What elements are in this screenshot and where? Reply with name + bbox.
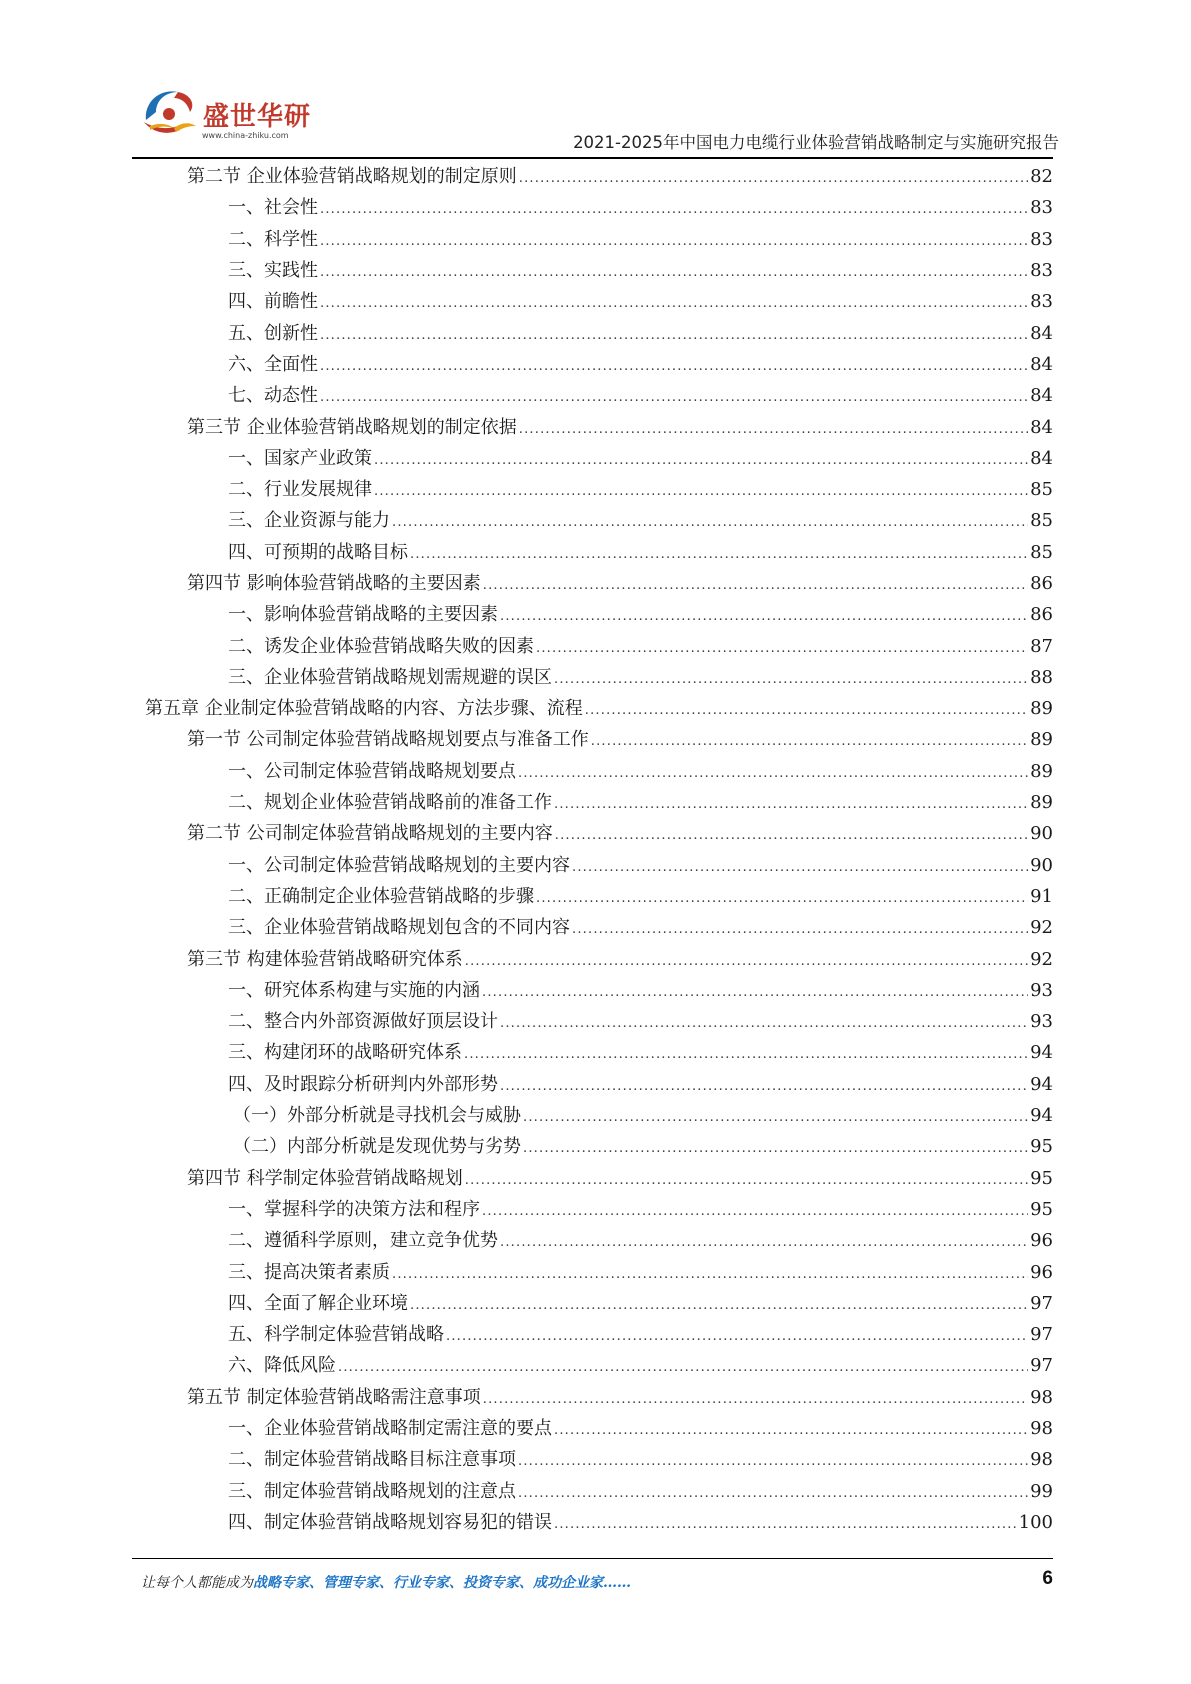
toc-entry[interactable] [0,1475,1191,1506]
toc-entry-page: 94 [1030,1042,1053,1064]
toc-entry-page: 86 [1030,604,1053,626]
toc-entry-page: 90 [1030,854,1053,876]
logo-wordmark: 盛世华研 [203,102,312,132]
toc-entry-page: 89 [1030,729,1053,751]
toc-leader-dots [483,568,1028,599]
toc-entry[interactable] [0,724,1191,755]
toc-entry-label: 第四节 科学制定体验营销战略规划 [187,1167,463,1189]
table-of-contents [0,161,1191,1538]
toc-entry-page: 84 [1030,416,1053,438]
toc-entry-page: 84 [1030,322,1053,344]
toc-entry-page: 83 [1030,260,1053,282]
toc-leader-dots [446,1319,1028,1350]
toc-leader-dots [585,693,1028,724]
toc-entry-label: 三、企业体验营销战略规划需规避的误区 [228,666,552,688]
toc-entry-label: 一、社会性 [228,197,318,219]
toc-entry[interactable] [0,443,1191,474]
toc-leader-dots [320,224,1028,255]
page-number: 6 [1042,1568,1053,1589]
report-title: 2021-2025年中国电力电缆行业体验营销战略制定与实施研究报告 [573,133,1059,152]
toc-entry-page: 96 [1030,1230,1053,1252]
toc-leader-dots [500,1006,1028,1037]
toc-entry-page: 97 [1030,1324,1053,1346]
toc-entry[interactable] [0,1507,1191,1538]
toc-entry-label: 三、构建闭环的战略研究体系 [228,1042,462,1064]
toc-entry[interactable] [0,693,1191,724]
toc-entry-page: 89 [1030,792,1053,814]
toc-entry-page: 94 [1030,1073,1053,1095]
toc-leader-dots [410,537,1028,568]
toc-entry-page: 84 [1030,385,1053,407]
toc-entry-page: 94 [1030,1105,1053,1127]
toc-entry[interactable] [0,1382,1191,1413]
toc-entry[interactable] [0,286,1191,317]
toc-entry-label: 三、企业资源与能力 [228,510,390,532]
toc-entry-label: 六、降低风险 [228,1355,336,1377]
toc-entry[interactable] [0,1319,1191,1350]
footer-divider [132,1558,1053,1559]
toc-entry-label: 一、掌握科学的决策方法和程序 [228,1198,480,1220]
toc-entry-label: 四、前瞻性 [228,291,318,313]
footer-slogan [141,1572,631,1592]
toc-entry-label: 三、制定体验营销战略规划的注意点 [228,1480,516,1502]
toc-entry[interactable] [0,975,1191,1006]
toc-entry[interactable] [0,349,1191,380]
toc-entry-label: 五、科学制定体验营销战略 [228,1324,444,1346]
toc-entry[interactable] [0,255,1191,286]
toc-leader-dots [536,881,1028,912]
company-logo [138,82,312,148]
toc-leader-dots [500,1225,1028,1256]
toc-entry-page: 95 [1030,1136,1053,1158]
toc-entry-page: 98 [1030,1386,1053,1408]
toc-leader-dots [518,1444,1028,1475]
toc-entry[interactable] [0,1194,1191,1225]
toc-entry-page: 87 [1030,635,1053,657]
toc-entry-page: 93 [1030,1011,1053,1033]
toc-entry-page: 97 [1030,1355,1053,1377]
toc-entry[interactable] [0,474,1191,505]
toc-leader-dots [374,474,1028,505]
toc-entry[interactable] [0,537,1191,568]
toc-leader-dots [518,1476,1028,1507]
toc-entry-label: 第二节 企业体验营销战略规划的制定原则 [187,166,517,188]
toc-entry-page: 88 [1030,666,1053,688]
toc-entry-page: 86 [1030,573,1053,594]
toc-entry-label: 第五节 制定体验营销战略需注意事项 [187,1386,481,1408]
toc-entry-page: 85 [1030,479,1053,501]
toc-entry[interactable] [0,850,1191,881]
logo-emblem-icon [138,82,200,144]
toc-entry[interactable] [0,224,1191,255]
toc-entry-page: 92 [1030,917,1053,939]
toc-leader-dots [500,1069,1028,1100]
toc-entry[interactable] [0,756,1191,787]
toc-leader-dots [519,161,1028,192]
toc-entry-label: 二、科学性 [228,228,318,250]
toc-leader-dots [572,912,1028,943]
toc-entry-label: 第二节 公司制定体验营销战略规划的主要内容 [187,823,553,845]
toc-leader-dots [320,349,1028,380]
toc-leader-dots [482,975,1028,1006]
toc-entry[interactable] [0,1413,1191,1444]
toc-entry-label: 三、实践性 [228,260,318,282]
toc-entry-page: 100 [1018,1511,1053,1533]
toc-entry-label: （二）内部分析就是发现优势与劣势 [233,1136,521,1158]
toc-entry[interactable] [0,818,1191,849]
header-divider [132,157,1053,159]
toc-leader-dots [374,443,1028,474]
page-header [0,0,1191,160]
toc-entry[interactable] [0,599,1191,630]
toc-entry-label: 五、创新性 [228,322,318,344]
toc-leader-dots [392,1257,1028,1288]
toc-entry[interactable] [0,881,1191,912]
toc-entry[interactable] [0,1006,1191,1037]
toc-entry-label: 第四节 影响体验营销战略的主要因素 [187,573,481,594]
toc-entry-page: 96 [1030,1261,1053,1283]
toc-leader-dots [519,412,1028,443]
toc-entry[interactable] [0,411,1191,442]
toc-leader-dots [572,850,1028,881]
toc-entry[interactable] [0,1163,1191,1194]
toc-leader-dots [523,1131,1028,1162]
toc-leader-dots [338,1350,1028,1381]
toc-entry-label: 三、提高决策者素质 [228,1261,390,1283]
toc-entry-label: 四、及时跟踪分析研判内外部形势 [228,1073,498,1095]
toc-entry-page: 84 [1030,447,1053,469]
toc-leader-dots [410,1288,1028,1319]
toc-entry-page: 89 [1030,760,1053,782]
toc-entry[interactable] [0,662,1191,693]
toc-entry[interactable] [0,1350,1191,1381]
toc-leader-dots [518,756,1028,787]
logo-url: www.china-zhiku.com [202,131,289,140]
toc-entry-label: 六、全面性 [228,353,318,375]
toc-leader-dots [554,787,1028,818]
toc-entry-label: 三、企业体验营销战略规划包含的不同内容 [228,917,570,939]
toc-entry-page: 83 [1030,197,1053,219]
toc-leader-dots [482,1194,1028,1225]
toc-leader-dots [554,662,1028,693]
toc-entry[interactable] [0,568,1191,599]
toc-entry-label: 一、企业体验营销战略制定需注意的要点 [228,1418,552,1440]
toc-entry-label: 二、正确制定企业体验营销战略的步骤 [228,885,534,907]
toc-entry[interactable] [0,1037,1191,1068]
toc-entry[interactable] [0,1288,1191,1319]
toc-entry-label: 一、公司制定体验营销战略规划的主要内容 [228,854,570,876]
toc-entry-page: 90 [1030,823,1053,845]
toc-entry-page: 95 [1030,1198,1053,1220]
toc-entry-page: 92 [1030,948,1053,970]
toc-entry-label: （一）外部分析就是寻找机会与威胁 [233,1105,521,1127]
toc-entry[interactable] [0,192,1191,223]
toc-leader-dots [465,944,1028,975]
toc-leader-dots [555,818,1028,849]
toc-entry-page: 98 [1030,1418,1053,1440]
toc-entry-page: 85 [1030,510,1053,532]
toc-entry-label: 一、国家产业政策 [228,447,372,469]
toc-entry-page: 89 [1030,698,1053,720]
toc-entry-page: 85 [1030,541,1053,563]
toc-entry-label: 一、研究体系构建与实施的内涵 [228,979,480,1001]
toc-entry-page: 99 [1030,1480,1053,1502]
toc-entry[interactable] [0,1100,1191,1131]
toc-entry-label: 第三节 企业体验营销战略规划的制定依据 [187,416,517,438]
toc-entry-label: 一、影响体验营销战略的主要因素 [228,604,498,626]
toc-entry-label: 二、制定体验营销战略目标注意事项 [228,1449,516,1471]
toc-entry[interactable] [0,943,1191,974]
toc-entry[interactable] [0,1131,1191,1162]
toc-entry-label: 第五章 企业制定体验营销战略的内容、方法步骤、流程 [145,698,583,720]
toc-entry-label: 二、诱发企业体验营销战略失败的因素 [228,635,534,657]
toc-entry-label: 二、遵循科学原则，建立竞争优势 [228,1230,498,1252]
toc-entry[interactable] [0,505,1191,536]
toc-leader-dots [320,286,1028,317]
toc-entry-page: 91 [1030,885,1053,907]
toc-leader-dots [320,192,1028,223]
toc-entry-page: 97 [1030,1292,1053,1314]
toc-entry-page: 95 [1030,1167,1053,1189]
toc-leader-dots [483,1382,1028,1413]
toc-entry-label: 四、可预期的战略目标 [228,541,408,563]
toc-leader-dots [500,599,1028,630]
toc-entry[interactable] [0,787,1191,818]
toc-entry-page: 83 [1030,228,1053,250]
toc-entry-page: 83 [1030,291,1053,313]
toc-entry-label: 四、全面了解企业环境 [228,1292,408,1314]
toc-entry[interactable] [0,630,1191,661]
toc-entry-page: 98 [1030,1449,1053,1471]
toc-entry-label: 七、动态性 [228,385,318,407]
toc-entry[interactable] [0,1256,1191,1287]
toc-leader-dots [536,631,1028,662]
toc-entry-label: 二、整合内外部资源做好顶层设计 [228,1011,498,1033]
footer-slogan-prefix: 让每个人都能成为 [141,1575,253,1591]
toc-leader-dots [554,1507,1017,1538]
toc-leader-dots [554,1413,1028,1444]
toc-entry-label: 一、公司制定体验营销战略规划要点 [228,760,516,782]
toc-leader-dots [320,380,1028,411]
toc-entry-label: 四、制定体验营销战略规划容易犯的错误 [228,1511,552,1533]
toc-entry-label: 第一节 公司制定体验营销战略规划要点与准备工作 [187,729,589,751]
toc-entry-page: 93 [1030,979,1053,1001]
toc-entry-label: 第三节 构建体验营销战略研究体系 [187,948,463,970]
toc-entry[interactable] [0,912,1191,943]
toc-entry[interactable] [0,380,1191,411]
toc-leader-dots [392,505,1028,536]
toc-entry-page: 82 [1030,166,1053,188]
toc-entry[interactable] [0,1225,1191,1256]
toc-entry-page: 84 [1030,353,1053,375]
footer-slogan-highlight: 战略专家、管理专家、行业专家、投资专家、成功企业家…… [253,1575,631,1591]
toc-entry-label: 二、规划企业体验营销战略前的准备工作 [228,792,552,814]
toc-leader-dots [523,1100,1028,1131]
toc-entry[interactable] [0,161,1191,192]
toc-leader-dots [465,1163,1028,1194]
toc-entry[interactable] [0,1444,1191,1475]
toc-entry[interactable] [0,317,1191,348]
toc-leader-dots [320,255,1028,286]
toc-leader-dots [464,1037,1028,1068]
toc-leader-dots [320,318,1028,349]
toc-entry-label: 二、行业发展规律 [228,479,372,501]
toc-entry[interactable] [0,1069,1191,1100]
toc-leader-dots [591,724,1028,755]
